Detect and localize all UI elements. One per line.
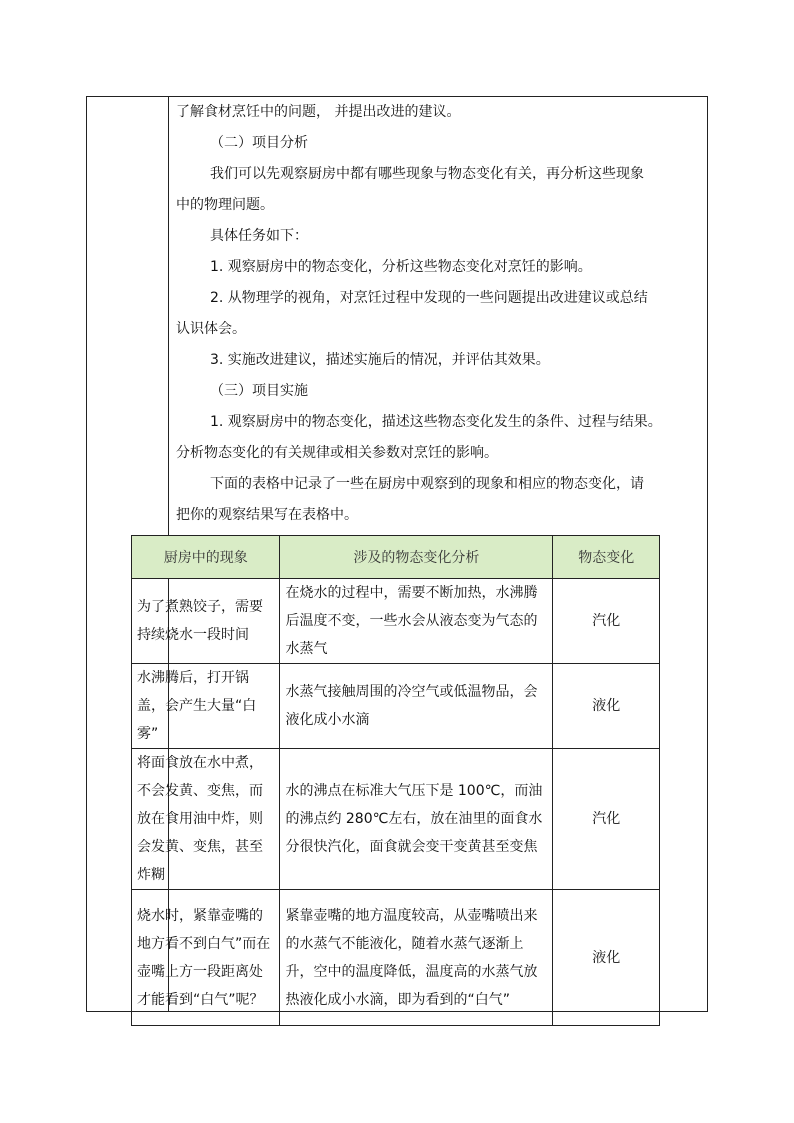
cell-phenomenon: 水沸腾后，打开锅盖，会产生大量“白雾” xyxy=(132,664,280,749)
table-row xyxy=(132,749,660,890)
cell-analysis: 在烧水的过程中，需要不断加热，水沸腾后温度不变，一些水会从液态变为气态的水蒸气 xyxy=(280,579,553,664)
cell-phenomenon: 烧水时，紧靠壶嘴的地方看不到白气”而在壶嘴上方一段距离处才能看到“白气”呢？ xyxy=(132,890,280,1026)
heading-project-analysis: （二）项目分析 xyxy=(210,135,308,151)
task-1: 1. 观察厨房中的物态变化，分析这些物态变化对烹饪的影响。 xyxy=(210,259,592,275)
cell-phenomenon: 将面食放在水中煮，不会发黄、变焦，而放在食用油中炸，则会发黄、变焦，甚至炸糊 xyxy=(132,749,280,890)
cell-change: 汽化 xyxy=(553,749,660,890)
step-1-cont: 分析物态变化的有关规律或相关参数对烹饪的影响。 xyxy=(176,445,498,461)
table-row xyxy=(132,664,660,749)
paragraph-1: 了解食材烹饪中的问题， 并提出改进的建议。 xyxy=(176,104,461,120)
cell-change: 液化 xyxy=(553,664,660,749)
table-intro-cont: 把你的观察结果写在表格中。 xyxy=(176,507,358,523)
step-1: 1. 观察厨房中的物态变化，描述这些物态变化发生的条件、过程与结果。 xyxy=(210,414,662,430)
header-phenomenon: 厨房中的现象 xyxy=(132,536,280,579)
table-row xyxy=(132,890,660,1026)
header-change: 物态变化 xyxy=(553,536,660,579)
cell-analysis: 水的沸点在标准大气压下是 100℃，而油的沸点约 280℃左右，放在油里的面食水分很快汽化，面食就会变干变黄甚至变焦 xyxy=(280,749,553,890)
cell-analysis: 紧靠壶嘴的地方温度较高，从壶嘴喷出来的水蒸气不能液化，随着水蒸气逐渐上升，空中的温度降低，温度高的水蒸气放热液化成小水滴，即为看到的“白气” xyxy=(280,890,553,1026)
table-header-row xyxy=(132,536,660,579)
table-row xyxy=(132,579,660,664)
task-3: 3. 实施改进建议，描述实施后的情况，并评估其效果。 xyxy=(210,352,550,368)
observation-table xyxy=(131,535,660,1026)
table-intro: 下面的表格中记录了一些在厨房中观察到的现象和相应的物态变化，请 xyxy=(210,476,644,492)
task-2: 2. 从物理学的视角，对烹饪过程中发现的一些问题提出改进建议或总结 xyxy=(210,290,648,306)
paragraph-3: 我们可以先观察厨房中都有哪些现象与物态变化有关，再分析这些现象 xyxy=(210,166,644,182)
paragraph-5: 具体任务如下： xyxy=(210,228,308,244)
paragraph-4: 中的物理问题。 xyxy=(176,197,274,213)
cell-change: 液化 xyxy=(553,890,660,1026)
cell-analysis: 水蒸气接触周围的冷空气或低温物品，会液化成小水滴 xyxy=(280,664,553,749)
heading-project-implementation: （三）项目实施 xyxy=(210,383,308,399)
cell-phenomenon: 为了煮熟饺子，需要持续烧水一段时间 xyxy=(132,579,280,664)
header-analysis: 涉及的物态变化分析 xyxy=(280,536,553,579)
task-2-cont: 认识体会。 xyxy=(176,321,246,337)
cell-change: 汽化 xyxy=(553,579,660,664)
